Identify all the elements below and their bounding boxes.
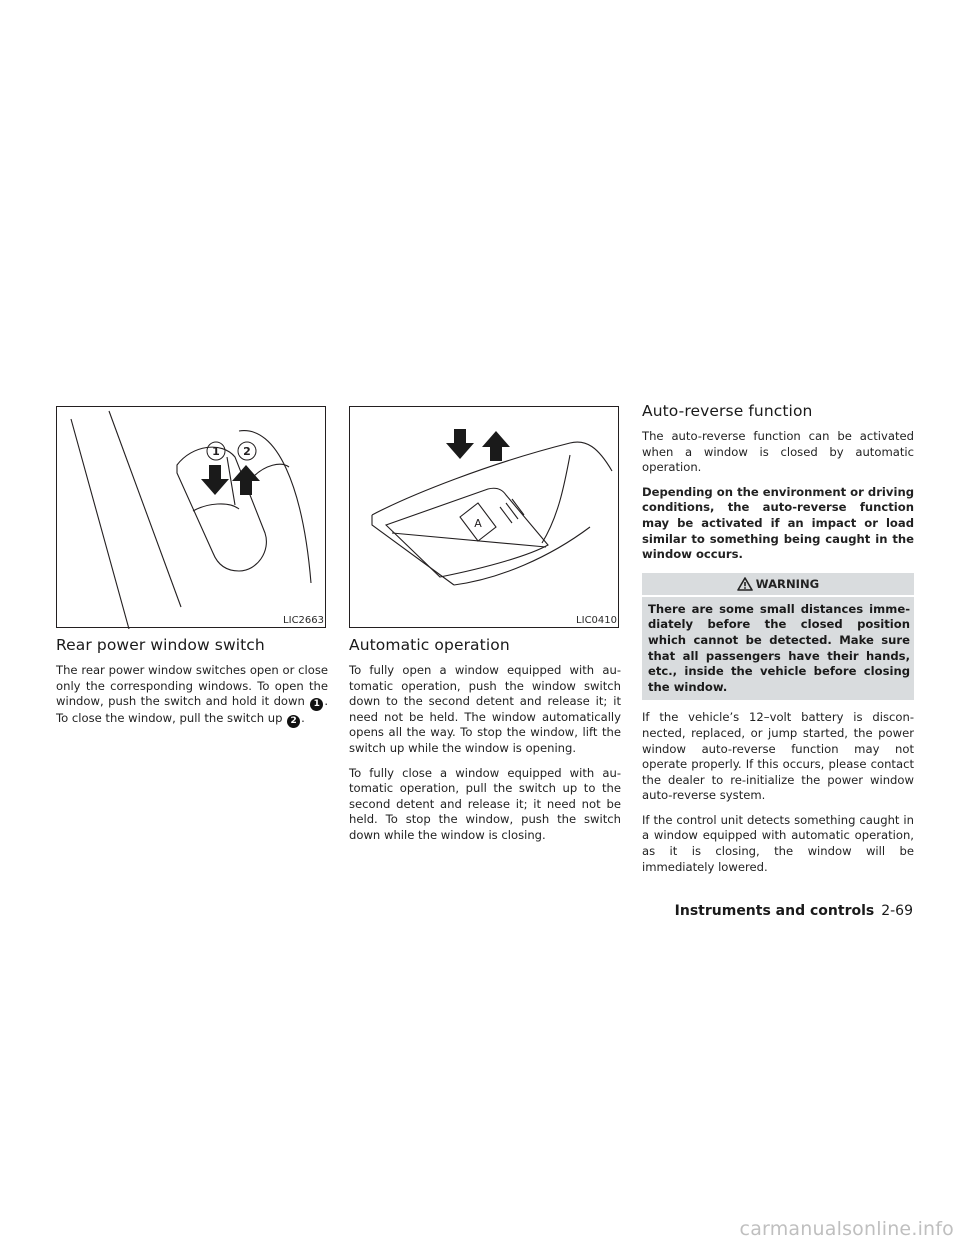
warning-title: WARNING <box>755 576 820 591</box>
page-footer <box>673 903 913 919</box>
figure-code: LIC0410 <box>576 615 617 626</box>
arrow-down-icon <box>446 429 474 459</box>
figure-code: LIC2663 <box>283 615 324 626</box>
body-paragraph: To fully open a window equipped with automatic operation, push the window switch down to the second detent and release it; it need not be held. The window automatically opens all the way. To stop the window, lift the switch up while the window is opening. <box>349 663 621 755</box>
window-switch-icon: A <box>474 517 482 530</box>
bold-paragraph: Depending on the environment or driving conditions, the auto-reverse function may be activated if an impact or load similar to something being caught in the window occurs. <box>642 484 914 562</box>
page-number: 2-69 <box>881 903 913 919</box>
section-heading: Automatic operation <box>349 636 510 654</box>
column-automatic-operation <box>349 406 621 853</box>
svg-text:1: 1 <box>212 445 220 458</box>
arrow-up-icon <box>482 431 510 461</box>
arrow-up-icon <box>232 465 260 495</box>
warning-text: There are some small distances immediately before the closed position which cannot be detected. Make sure that all passengers have their hands, etc., inside the vehicle before closing the window. <box>642 597 914 701</box>
svg-text:2: 2 <box>243 445 251 458</box>
rear-window-switch-illustration <box>57 407 327 629</box>
automatic-switch-figure <box>349 406 619 628</box>
automatic-switch-illustration <box>350 407 620 629</box>
section-heading: Auto-reverse function <box>642 402 813 420</box>
callout-2-badge: 2 <box>287 715 300 728</box>
body-paragraph: If the vehicle’s 12–volt battery is disconnected, replaced, or jump started, the power window auto-reverse function may not operate properly. If this occurs, please contact the dealer to re-initialize the power window auto-reverse system. <box>642 710 914 803</box>
watermark: carmanualsonline.info <box>739 1218 954 1240</box>
callout-1 <box>207 442 225 460</box>
warning-box <box>642 573 914 701</box>
section-heading: Rear power window switch <box>56 636 265 654</box>
callout-1-badge: 1 <box>310 698 323 711</box>
warning-triangle-icon <box>737 577 753 591</box>
body-paragraph: If the control unit detects something caught in a window equipped with automatic operation, as it is closing, the window will be immediately lowered. <box>642 812 914 874</box>
body-paragraph: The auto-reverse function can be activated when a window is closed by automatic operation. <box>642 429 914 475</box>
body-paragraph: To fully close a window equipped with automatic operation, pull the switch up to the second detent and release it; it need not be held. To stop the window, push the switch down while the window is closing. <box>349 765 621 842</box>
column-rear-power-window <box>56 406 328 737</box>
arrow-down-icon <box>201 465 229 495</box>
rear-window-switch-figure <box>56 406 326 628</box>
warning-header <box>642 573 914 595</box>
column-auto-reverse <box>642 402 914 884</box>
callout-2 <box>238 442 256 460</box>
body-paragraph: The rear power window switches open or close only the corresponding windows. To open the window, push the switch and hold it down 1 . To close the window, pull the switch up 2 . <box>56 663 328 727</box>
footer-section-title: Instruments and controls <box>674 903 875 919</box>
